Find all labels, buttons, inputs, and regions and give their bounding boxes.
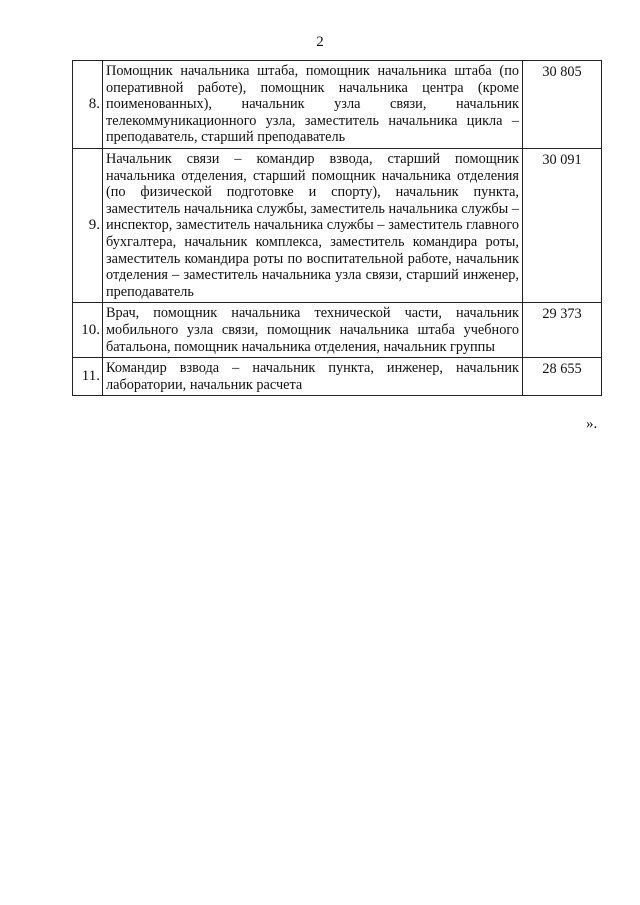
table-row: [73, 358, 602, 396]
row-number: 8.: [73, 61, 103, 149]
positions-salary-table: [72, 60, 602, 396]
salary-amount: 30 805: [523, 61, 602, 149]
closing-quote-mark: ».: [586, 416, 598, 432]
row-number: 10.: [73, 303, 103, 358]
position-title: Помощник начальника штаба, помощник начальника штаба (по оперативной работе), помощник начальника центра (кроме поименованных), начальник узла связи, начальник телекоммуникационного узла, заместитель начальника цикла – преподаватель, старший преподаватель: [103, 61, 523, 149]
salary-amount: 28 655: [523, 358, 602, 396]
position-title: Командир взвода – начальник пункта, инженер, начальник лаборатории, начальник расчета: [103, 358, 523, 396]
page-number: 2: [316, 34, 324, 50]
table-row: [73, 148, 602, 302]
table-row: [73, 303, 602, 358]
position-title: Врач, помощник начальника технической части, начальник мобильного узла связи, помощник начальника штаба учебного батальона, помощник начальника отделения, начальник группы: [103, 303, 523, 358]
row-number: 11.: [73, 358, 103, 396]
table-row: [73, 61, 602, 149]
position-title: Начальник связи – командир взвода, старший помощник начальника отделения, старший помощник начальника отделения (по физической подготовке и спорту), начальник пункта, заместитель начальника службы, заместитель начальника службы – инспектор, заместитель начальника службы – заместитель главного бухгалтера, начальник комплекса, заместитель командира роты, заместитель командира роты по воспитательной работе, начальник отделения – заместитель начальника узла связи, старший инженер, преподаватель: [103, 148, 523, 302]
row-number: 9.: [73, 148, 103, 302]
salary-amount: 29 373: [523, 303, 602, 358]
salary-amount: 30 091: [523, 148, 602, 302]
